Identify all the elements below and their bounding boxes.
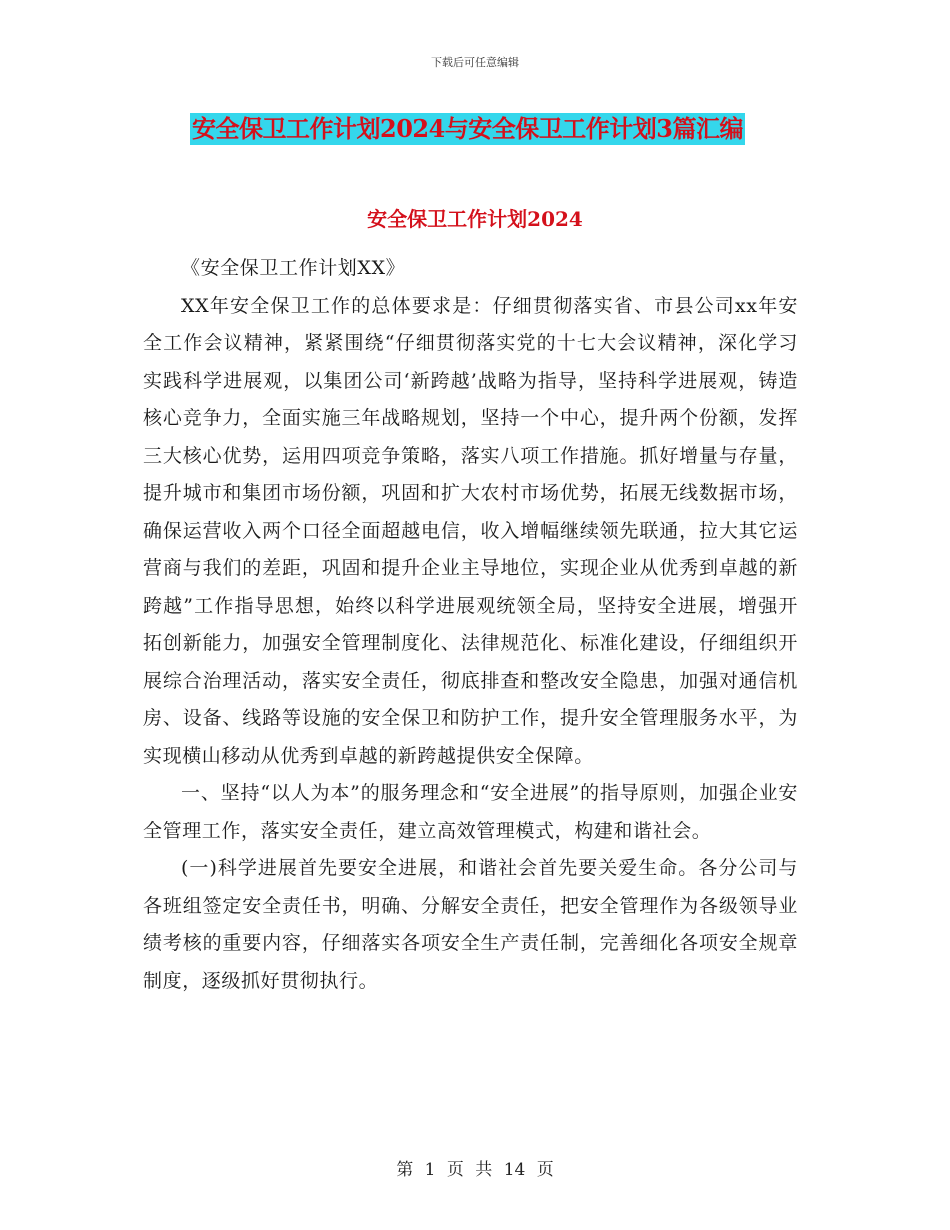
header-note: 下载后可任意编辑 [431,56,519,69]
paragraph-item-one: (一)科学进展首先要安全进展，和谐社会首先要关爱生命。各分公司与各班组签定安全责任书，明确、分解安全责任，把安全管理作为各级领导业绩考核的重要内容，仔细落实各项安全生产责任制，完善细化各项安全规章制度，逐级抓好贯彻执行。 [143,857,798,992]
paragraph-overview: XX年安全保卫工作的总体要求是：仔细贯彻落实省、市县公司xx年安全工作会议精神，紧紧围绕“仔细贯彻落实党的十七大会议精神，深化学习实践科学进展观，以集团公司‘新跨越’战略为指导，坚持科学进展观，铸造核心竞争力，全面实施三年战略规划，坚持一个中心，提升两个份额，发挥三大核心优势，运用四项竞争策略，落实八项工作措施。抓好增量与存量，提升城市和集团市场份额，巩固和扩大农村市场优势，拓展无线数据市场，确保运营收入两个口径全面超越电信，收入增幅继续领先联通，拉大其它运营商与我们的差距，巩固和提升企业主导地位，实现企业从优秀到卓越的新跨越”工作指导思想，始终以科学进展观统领全局，坚持安全进展，增强开拓创新能力，加强安全管理制度化、法律规范化、标准化建设，仔细组织开展综合治理活动，落实安全责任，彻底排查和整改安全隐患，加强对通信机房、设备、线路等设施的安全保卫和防护工作，提升安全管理服务水平，为实现横山移动从优秀到卓越的新跨越提供安全保障。 [143,294,798,767]
document-title: 安全保卫工作计划2024与安全保卫工作计划3篇汇编 [192,114,743,143]
paragraph-section-one: 一、坚持“以人为本”的服务理念和“安全进展”的指导原则，加强企业安全管理工作，落实安全责任，建立高效管理模式，构建和谐社会。 [143,782,798,842]
page-footer: 第 1 页 共 14 页 [396,1160,554,1180]
section-title: 安全保卫工作计划2024 [367,207,583,231]
paragraph-citation: 《安全保卫工作计划XX》 [181,257,406,279]
document-body [143,250,798,1000]
